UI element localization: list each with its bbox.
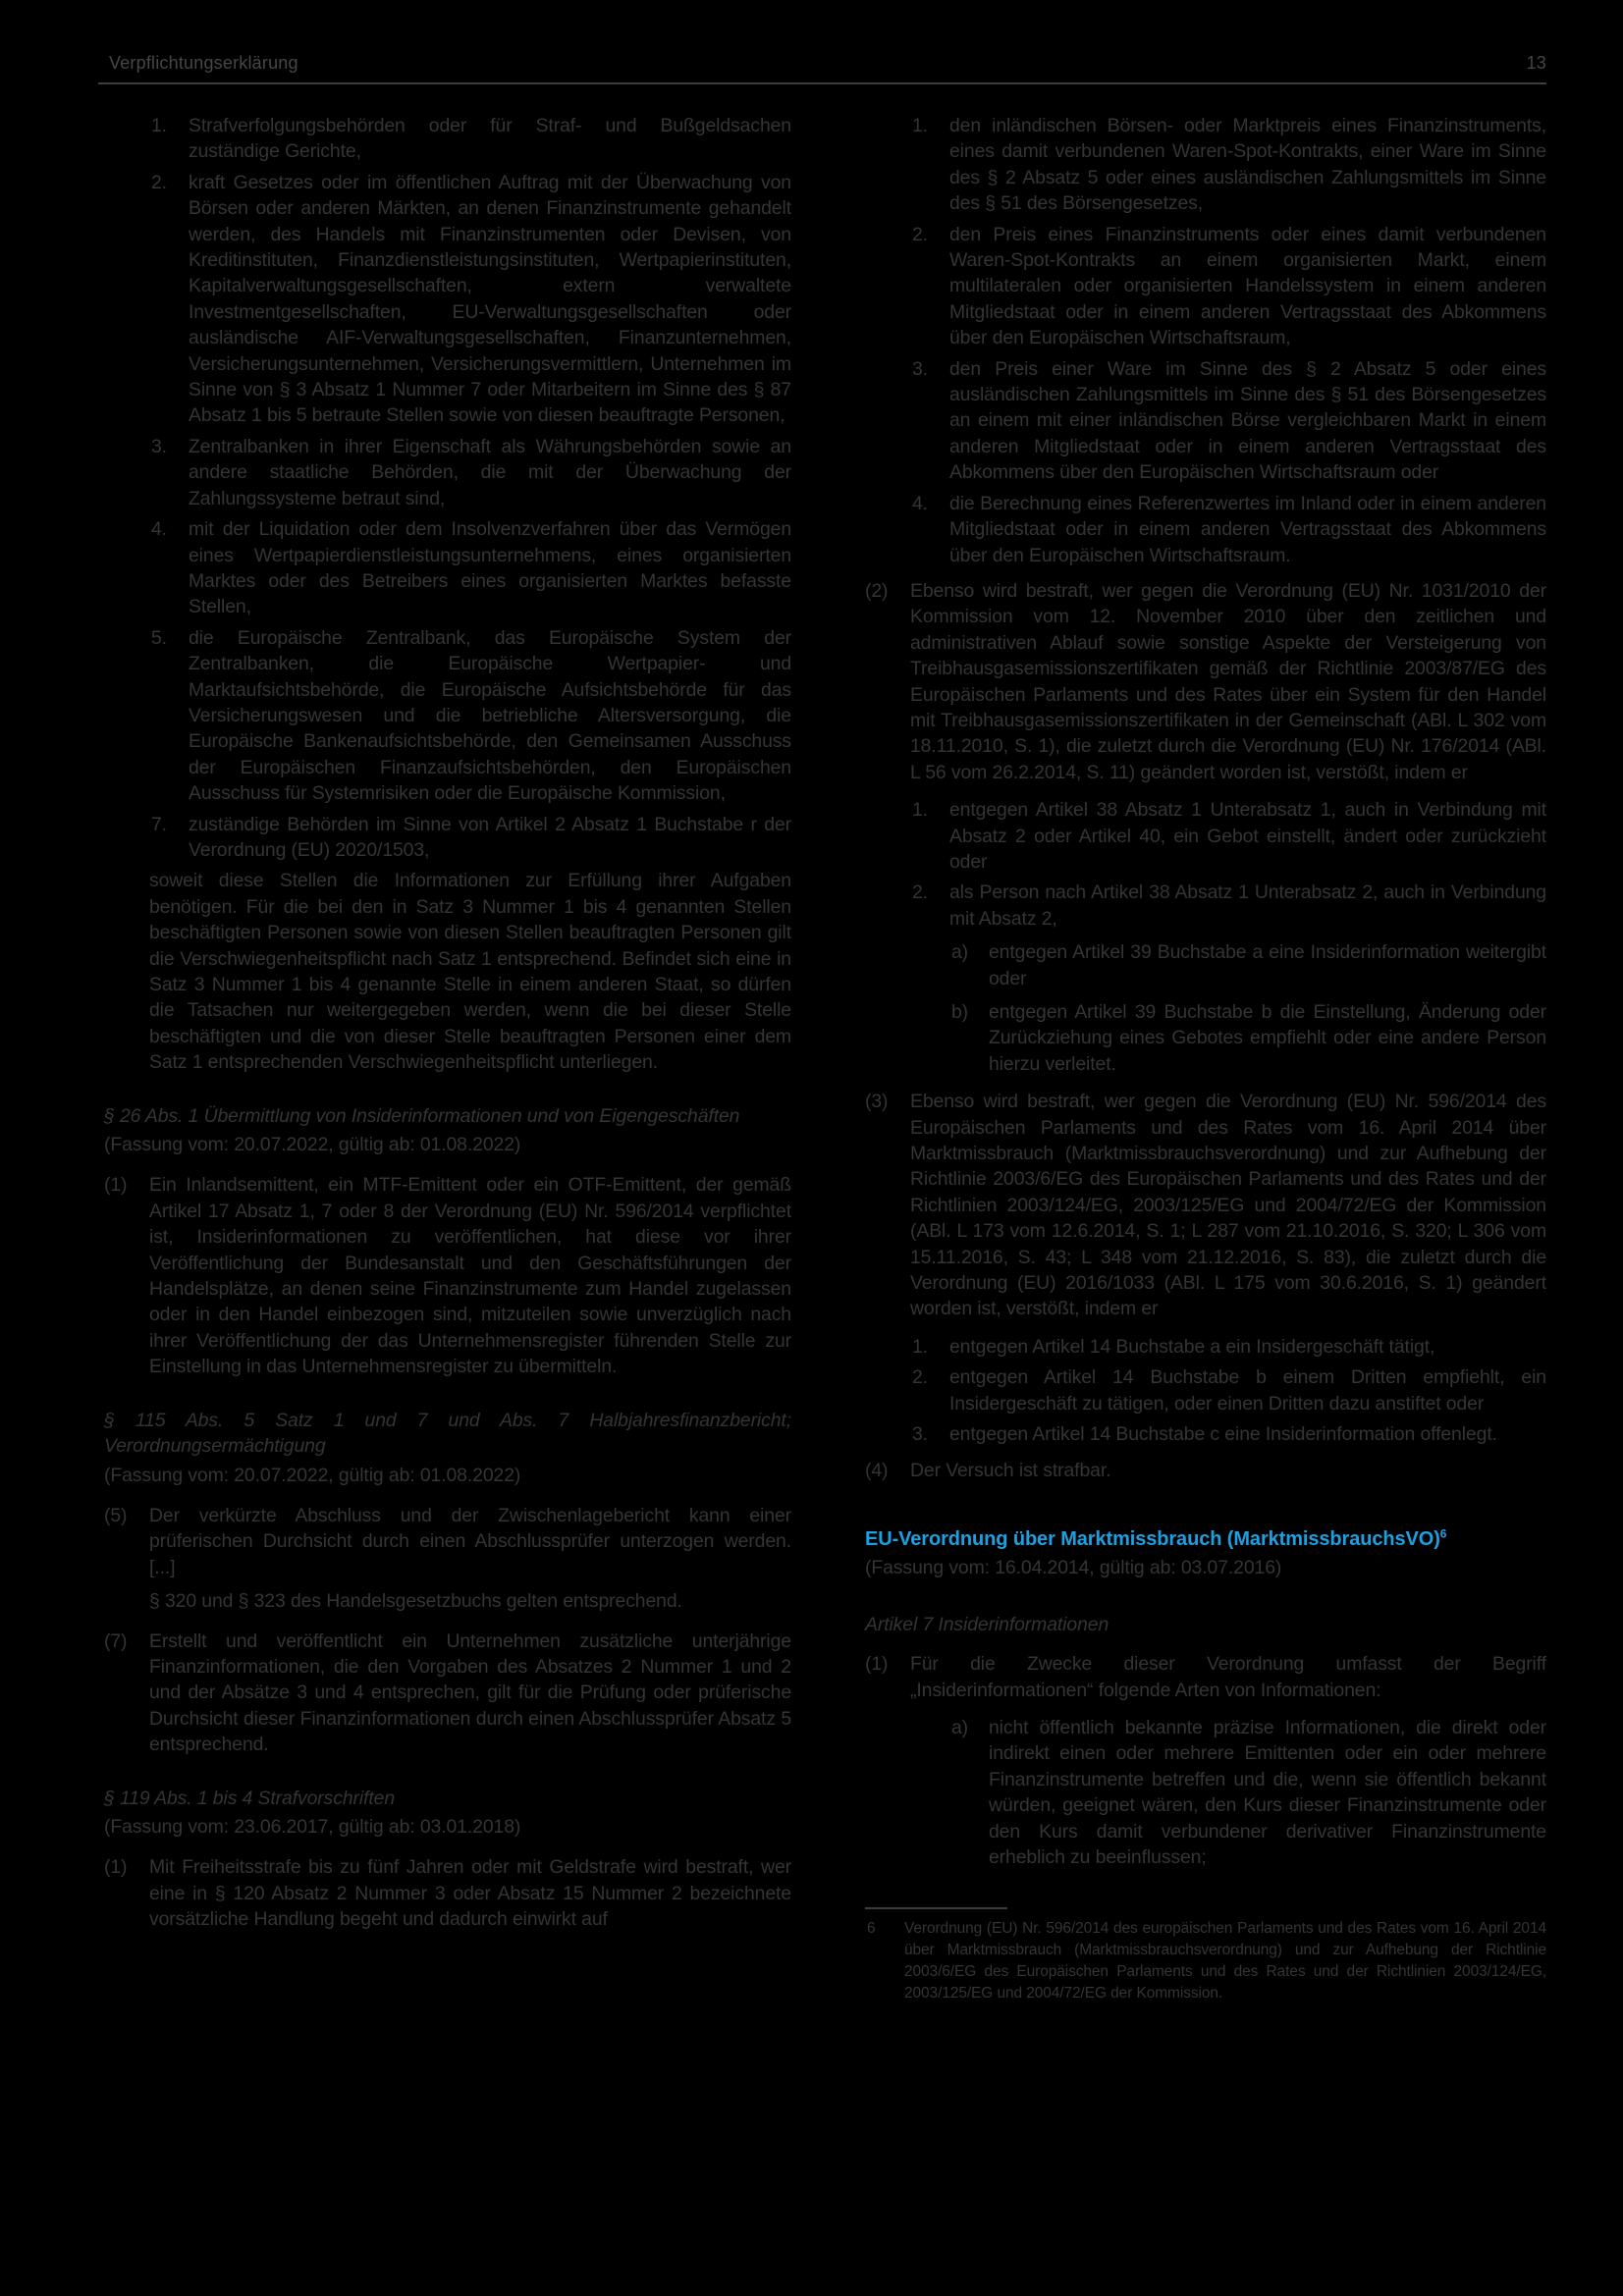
list-item <box>859 1364 1546 1416</box>
list-item-number: 2. <box>151 171 167 193</box>
list-item-number: 1. <box>151 115 167 136</box>
list-item-text: entgegen Artikel 14 Buchstabe c eine Insiderinformation offenlegt. <box>949 1423 1497 1446</box>
footnote-body <box>859 1918 1546 2004</box>
list-item-text: entgegen Artikel 14 Buchstabe b einem Dritten empfiehlt, ein Insidergeschäft zu tätigen, oder einen Dritten dazu anstiftet oder <box>949 1366 1546 1415</box>
paragraph-text: Mit Freiheitsstrafe bis zu fünf Jahren oder mit Geldstrafe wird bestraft, wer eine in § 120 Absatz 2 Nummer 3 oder Absatz 15 Nummer 2 bezeichnete vorsätzliche Handlung begeht und dadurch einwirkt auf <box>149 1856 791 1931</box>
sublist-item <box>859 999 1546 1077</box>
regulation-title <box>859 1526 1546 1552</box>
paragraph <box>859 1651 1546 1703</box>
list-item-text: kraft Gesetzes oder im öffentlichen Auftrag mit der Überwachung von Börsen oder anderen Märkten, an denen Finanzinstrumente gehandelt werden, des Handels mit Finanzinstrumenten oder Devisen, von Kreditinstituten, Finanzdienstleistungsinstituten, Wertpapierinstituten, Kapitalverwaltungsgesellschaften, extern verwaltete Investmentgesellschaften, EU-Verwaltungsgesellschaften oder ausländische AIF-Verwaltungsgesellschaften, Finanzunternehmen, Versicherungsunternehmen, Versicherungsvermittlern, Unternehmen im Sinne von § 3 Absatz 1 Nummer 7 oder Mitarbeitern im Sinne des § 87 Absatz 1 bis 5 betraute Stellen sowie von diesen beauftragte Personen, <box>189 171 791 427</box>
footnote-rule <box>865 1907 1007 1909</box>
paragraph <box>98 1629 791 1758</box>
sublist-item-text: entgegen Artikel 39 Buchstabe a eine Insiderinformation weitergibt oder <box>989 941 1546 989</box>
paragraph-marker: (1) <box>104 1856 128 1879</box>
footnote <box>859 1907 1546 2004</box>
list-item-number: 7. <box>151 813 167 835</box>
list-item-number: 4. <box>151 518 167 541</box>
nested-list <box>859 797 1546 1077</box>
sublist-item <box>859 939 1546 991</box>
list-item <box>859 1421 1546 1447</box>
paragraph <box>98 1172 791 1379</box>
footnote-reference: 6 <box>1439 1526 1447 1541</box>
fassung-line: (Fassung vom: 23.06.2017, gültig ab: 03.01.2018) <box>104 1815 521 1838</box>
list-item-number: 3. <box>151 435 167 457</box>
paragraph <box>98 1503 791 1580</box>
footnote-text: Verordnung (EU) Nr. 596/2014 des europäischen Parlaments und des Rates vom 16. April 2014 über Marktmissbrauch (Marktmissbrauchsverordnung) und zur Aufhebung der Richtlinie 2003/6/EG des Europäischen Parlaments und des Rates und der Richtlinien 2003/124/EG, 2003/125/EG und 2004/72/EG der Kommission. <box>904 1920 1546 2002</box>
list-item-text: Zentralbanken in ihrer Eigenschaft als Währungsbehörden sowie an andere staatliche Behörden, die mit der Überwachung der Zahlungssysteme betraut sind, <box>189 435 791 509</box>
list-item <box>98 625 791 807</box>
list-item <box>98 812 791 864</box>
list-item-text: den Preis einer Ware im Sinne des § 2 Absatz 5 oder eines ausländischen Zahlungsmittels im Sinne des § 51 des Börsengesetzes an einem mit einer inländischen Börse vergleichbaren Markt in einem anderen Mitgliedstaat oder in einem anderen Vertragsstaat des Abkommens über den Europäischen Wirtschaftsraum oder <box>949 357 1546 484</box>
list-item <box>859 880 1546 932</box>
sublist-item <box>859 1715 1546 1870</box>
paragraph-marker: (2) <box>865 579 889 602</box>
closing-paragraph: soweit diese Stellen die Informationen zur Erfüllung ihrer Aufgaben benötigen. Für die bei den in Satz 3 Nummer 1 bis 4 genannten Stellen beschäftigten Personen sowie von diesen Stellen beauftragten Personen gilt die Verschwiegenheitspflicht nach Satz 1 entsprechend. Befindet sich eine in Satz 3 Nummer 1 bis 4 genannte Stelle in einem anderen Staat, so dürfen die Tatsachen nur weitergegeben werden, wenn die bei dieser Stelle beschäftigten und die von dieser Stelle beauftragten Personen einer dem Satz 1 entsprechenden Verschwiegenheitspflicht unterliegen. <box>149 870 791 1074</box>
list-item-text: entgegen Artikel 38 Absatz 1 Unterabsatz 1, auch in Verbindung mit Absatz 2 oder Artikel 40, ein Gebot einstellt, ändert oder zurückzieht oder <box>949 799 1546 873</box>
list-item-number: 4. <box>912 492 928 514</box>
paragraph <box>859 1089 1546 1322</box>
page-number: 13 <box>1526 53 1546 73</box>
paragraph <box>98 1854 791 1932</box>
paragraph-marker: (7) <box>104 1629 128 1652</box>
list-item-number: 2. <box>912 881 928 904</box>
two-column-body <box>98 113 1546 2004</box>
list-item-number: 2. <box>912 223 928 245</box>
paragraph-text: Ebenso wird bestraft, wer gegen die Verordnung (EU) Nr. 1031/2010 der Kommission vom 12. November 2010 über den zeitlichen und administrativen Ablauf sowie sonstige Aspekte der Versteigerung von Treibhausgasemissionszertifikaten gemäß der Richtlinie 2003/87/EG des Europäischen Parlaments und des Rates über ein System für den Handel mit Treibhausgasemissionszertifikaten in der Gemeinschaft (ABl. L 302 vom 18.11.2010, S. 1), die zuletzt durch die Verordnung (EU) Nr. 176/2014 (ABl. L 56 vom 26.2.2014, S. 11) geändert worden ist, verstößt, indem er <box>910 579 1546 783</box>
list-item-text: als Person nach Artikel 38 Absatz 1 Unterabsatz 2, auch in Verbindung mit Absatz 2, <box>949 881 1546 930</box>
list-item-text: den Preis eines Finanzinstruments oder eines damit verbundenen Waren-Spot-Kontrakts an einem organisierten Markt, einem multilateralen oder organisierten Handelssystem in einem anderen Mitgliedstaat oder in einem anderen Vertragsstaat des Abkommens über den Europäischen Wirtschaftsraum, <box>949 223 1546 349</box>
paragraph <box>859 1458 1546 1483</box>
list-item-text: Strafverfolgungsbehörden oder für Straf- und Bußgeldsachen zuständige Gerichte, <box>189 115 791 163</box>
right-column <box>859 113 1546 2004</box>
paragraph-marker: (4) <box>865 1459 889 1481</box>
list-item <box>859 113 1546 217</box>
list-item-number: 1. <box>912 799 928 822</box>
list-item-number: 3. <box>912 1423 928 1446</box>
section-heading: § 119 Abs. 1 bis 4 Strafvorschriften <box>104 1787 396 1809</box>
paragraph-text: Ebenso wird bestraft, wer gegen die Verordnung (EU) Nr. 596/2014 des Europäischen Parlaments und des Rates vom 16. April 2014 über Marktmissbrauch (Marktmissbrauchsverordnung) und zur Aufhebung der Richtlinie 2003/6/EG des Europäischen Parlaments und des Rates und der Richtlinien 2003/124/EG, 2003/125/EG und 2004/72/EG der Kommission (ABl. L 173 vom 12.6.2014, S. 1; L 287 vom 21.10.2016, S. 320; L 306 vom 15.11.2016, S. 43; L 348 vom 21.12.2016, S. 83), die zuletzt durch die Verordnung (EU) 2016/1033 (ABl. L 175 vom 30.6.2016, S. 1) geändert worden ist, verstößt, indem er <box>910 1091 1546 1320</box>
article-heading: Artikel 7 Insiderinformationen <box>865 1613 1109 1635</box>
paragraph-marker: (1) <box>865 1653 889 1676</box>
list-item <box>859 222 1546 351</box>
left-column <box>98 113 791 2004</box>
paragraph-text: Der verkürzte Abschluss und der Zwischenlagebericht kann einer prüferischen Durchsicht durch einen Abschlussprüfer unterzogen werden. [...] <box>149 1504 791 1578</box>
paragraph-text: Ein Inlandsemittent, ein MTF-Emittent oder ein OTF-Emittent, der gemäß Artikel 17 Absatz 1, 7 oder 8 der Verordnung (EU) Nr. 596/2014 verpflichtet ist, Insiderinformationen zu veröffentlichen, hat diese vor ihrer Veröffentlichung der Bundesanstalt und den Geschäftsführungen der Handelsplätze, an denen seine Finanzinstrumente zum Handel zugelassen oder in den Handel einbezogen sind, mitzuteilen sowie unverzüglich nach ihrer Veröffentlichung der das Unternehmensregister führenden Stelle zur Einstellung in das Unternehmensregister zu übermitteln. <box>149 1174 791 1378</box>
list-item <box>859 797 1546 875</box>
regulation-title-text: EU-Verordnung über Marktmissbrauch (MarktmissbrauchsVO) <box>865 1527 1440 1550</box>
sublist-item-text: entgegen Artikel 39 Buchstabe b die Einstellung, Änderung oder Zurückziehung eines Gebotes empfiehlt oder eine andere Person hierzu verleitet. <box>989 1001 1546 1075</box>
list-item <box>98 516 791 620</box>
paragraph-text: Für die Zwecke dieser Verordnung umfasst der Begriff „Insiderinformationen“ folgende Arten von Informationen: <box>910 1653 1546 1701</box>
list-item-number: 2. <box>912 1366 928 1389</box>
sublist-item-marker: b) <box>951 1001 969 1023</box>
paragraph <box>859 578 1546 785</box>
paragraph-text: Erstellt und veröffentlicht ein Unternehmen zusätzliche unterjährige Finanzinformationen, die den Vorgaben des Absatzes 2 Nummer 1 und 2 und der Absätze 3 und 4 entsprechen, gilt für die Prüfung oder prüferische Durchsicht dieser Finanzinformationen durch einen Abschlussprüfer Absatz 5 entsprechend. <box>149 1629 791 1756</box>
section-heading: § 115 Abs. 5 Satz 1 und 7 und Abs. 7 Halbjahresfinanzbericht; Verordnungsermächtigung <box>104 1409 791 1458</box>
list-item <box>98 113 791 165</box>
sublist-item-marker: a) <box>951 1716 969 1738</box>
nested-list <box>859 1334 1546 1448</box>
list-item-text: mit der Liquidation oder dem Insolvenzverfahren über das Vermögen eines Wertpapierdienstleistungsunternehmens, eines organisierten Marktes oder des Betreibers eines organisierten Marktes befasste Stellen, <box>189 518 791 618</box>
list-item <box>859 1334 1546 1360</box>
list-item-text: den inländischen Börsen- oder Marktpreis eines Finanzinstruments, eines damit verbundenen Waren-Spot-Kontrakts, einer Ware im Sinne des § 2 Absatz 5 oder eines ausländischen Zahlungsmittels im Sinne des § 51 des Börsengesetzes, <box>949 115 1546 215</box>
header-title: Verpflichtungserklärung <box>109 53 298 73</box>
fassung-line: (Fassung vom: 16.04.2014, gültig ab: 03.07.2016) <box>865 1557 1282 1579</box>
list-item <box>98 434 791 511</box>
list-item-number: 5. <box>151 626 167 649</box>
list-item-text: die Europäische Zentralbank, das Europäische System der Zentralbanken, die Europäische Wertpapier- und Marktaufsichtsbehörde, die Europäische Aufsichtsbehörde für das Versicherungswesen und die betriebliche Altersversorgung, die Europäische Bankenaufsichtsbehörde, den Gemeinsamen Ausschuss der Europäischen Finanzaufsichtsbehörden, den Europäischen Ausschuss für Systemrisiken oder die Europäische Kommission, <box>189 626 791 805</box>
paragraph-marker: (3) <box>865 1091 889 1113</box>
paragraph-marker: (1) <box>104 1174 128 1197</box>
list-item-text: die Berechnung eines Referenzwertes im Inland oder in einem anderen Mitgliedstaat oder in einem anderen Vertragsstaat des Abkommens über den Europäischen Wirtschaftsraum. <box>949 492 1546 566</box>
sublist-item-text: nicht öffentlich bekannte präzise Informationen, die direkt oder indirekt einen oder mehrere Emittenten oder ein oder mehrere Finanzinstrumente betreffen und die, wenn sie öffentlich bekannt würden, geeignet wären, den Kurs dieser Finanzinstrumente oder den Kurs damit verbundener derivativer Finanzinstrumente erheblich zu beeinflussen; <box>989 1716 1546 1868</box>
list-item <box>859 491 1546 568</box>
paragraph-marker: (5) <box>104 1504 128 1526</box>
list-item <box>98 170 791 429</box>
paragraph-text: Der Versuch ist strafbar. <box>910 1459 1111 1481</box>
section-heading: § 26 Abs. 1 Übermittlung von Insiderinformationen und von Eigengeschäften <box>104 1104 740 1127</box>
list-item-number: 3. <box>912 357 928 380</box>
fassung-line: (Fassung vom: 20.07.2022, gültig ab: 01.08.2022) <box>104 1464 521 1486</box>
list-item-text: entgegen Artikel 14 Buchstabe a ein Insidergeschäft tätigt, <box>949 1335 1435 1358</box>
list-item-number: 1. <box>912 115 928 136</box>
paragraph-continuation: § 320 und § 323 des Handelsgesetzbuchs gelten entsprechend. <box>149 1590 682 1613</box>
sublist-item-marker: a) <box>951 941 969 964</box>
list-item <box>859 356 1546 486</box>
list-item-text: zuständige Behörden im Sinne von Artikel 2 Absatz 1 Buchstabe r der Verordnung (EU) 2020/1503, <box>189 813 791 861</box>
list-item-number: 1. <box>912 1335 928 1358</box>
page-header <box>98 0 1546 84</box>
fassung-line: (Fassung vom: 20.07.2022, gültig ab: 01.08.2022) <box>104 1134 521 1156</box>
footnote-number: 6 <box>867 1920 876 1938</box>
